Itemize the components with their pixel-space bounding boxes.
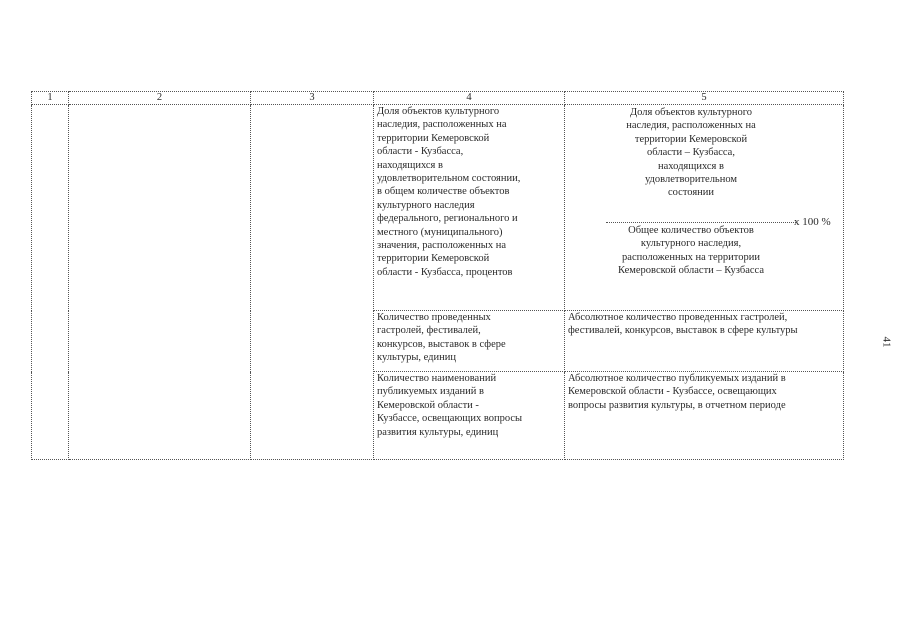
formula xyxy=(568,105,840,277)
method-cell: Абсолютное количество проведенных гастролей, фестивалей, конкурсов, выставок в сфере культуры xyxy=(565,311,844,372)
indicators-table xyxy=(31,91,844,460)
indicator-cell: Доля объектов культурного наследия, расположенных на территории Кемеровской области - Кузбасса, находящихся в удовлетворительном состоянии, в общем количестве объектов культурного наследия федерального, регионального и местного (муниципального) значения, расположенных на территории Кемеровской области - Кузбасса, процентов xyxy=(374,105,565,311)
method-cell: Абсолютное количество публикуемых изданий в Кемеровской области - Кузбассе, освещающих вопросы развития культуры, в отчетном периоде xyxy=(565,372,844,460)
header-col-5: 5 xyxy=(565,92,844,105)
header-col-1: 1 xyxy=(32,92,69,105)
header-col-2: 2 xyxy=(69,92,251,105)
indicator-cell: Количество наименований публикуемых изданий в Кемеровской области - Кузбассе, освещающих вопросы развития культуры, единиц xyxy=(374,372,565,460)
header-col-3: 3 xyxy=(251,92,374,105)
formula-multiplier: х 100 % xyxy=(794,216,831,228)
formula-denominator: Общее количество объектов культурного наследия, расположенных на территории Кемеровской области – Кузбасса xyxy=(617,225,764,277)
fraction-line xyxy=(606,222,796,223)
formula-numerator: Доля объектов культурного наследия, расположенных на территории Кемеровской области – Кузбасса, находящихся в удовлетворительном состоянии xyxy=(626,107,756,199)
cell-col-1 xyxy=(32,105,69,460)
indicator-cell: Количество проведенных гастролей, фестивалей, конкурсов, выставок в сфере культуры, единиц xyxy=(374,311,565,372)
formula-cell xyxy=(565,105,844,311)
header-row xyxy=(32,92,844,105)
page-number: 41 xyxy=(880,336,893,348)
header-col-4: 4 xyxy=(374,92,565,105)
cell-col-3 xyxy=(251,105,374,460)
cell-col-2 xyxy=(69,105,251,460)
table-row xyxy=(32,105,844,311)
